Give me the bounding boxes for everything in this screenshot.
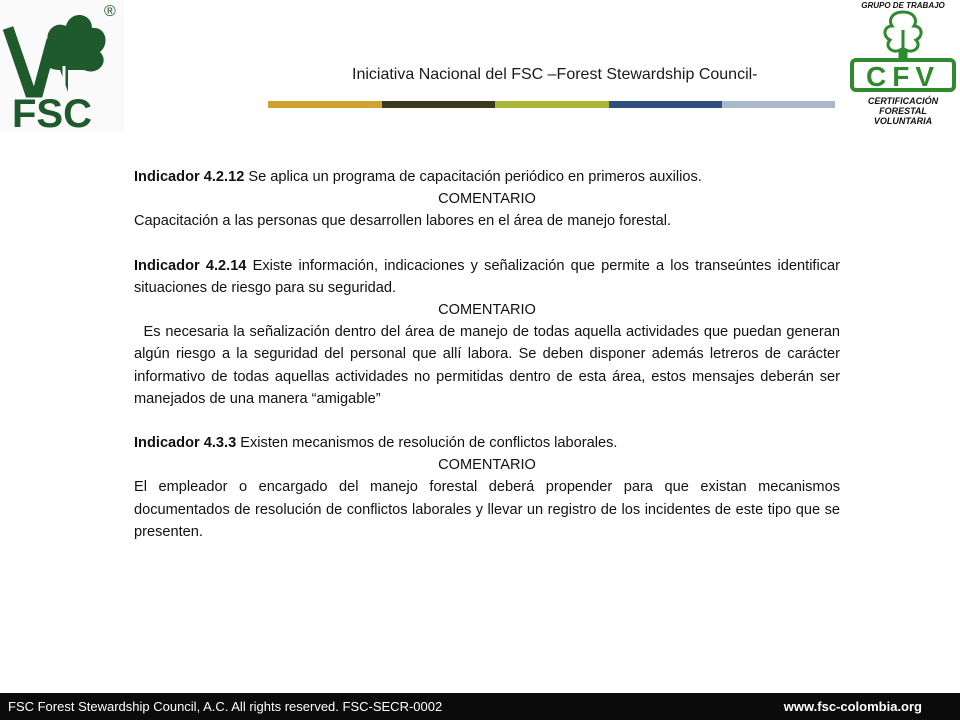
indicator-4-3-3 xyxy=(134,432,840,543)
cfv-logo xyxy=(846,0,960,130)
header-title: Iniciativa Nacional del FSC –Forest Stewardship Council- xyxy=(352,66,758,83)
footer-website-link[interactable]: www.fsc-colombia.org xyxy=(783,699,922,714)
color-bar-segment-2 xyxy=(382,101,495,108)
indicator-label: Indicador 4.3.3 xyxy=(134,435,237,452)
fsc-logo-text: FSC xyxy=(12,92,92,132)
indicator-text: Existen mecanismos de resolución de conflictos laborales. xyxy=(236,435,618,452)
slide-content xyxy=(134,166,840,565)
color-bar-segment-5 xyxy=(722,101,835,108)
color-bar-segment-3 xyxy=(495,101,609,108)
cfv-text-line-2: FORESTAL xyxy=(879,106,927,116)
cfv-top-text: GRUPO DE TRABAJO xyxy=(861,1,945,10)
indicator-statement xyxy=(134,255,840,299)
indicator-statement xyxy=(134,432,840,454)
header-color-bar xyxy=(268,101,835,108)
cfv-text-line-3: VOLUNTARIA xyxy=(873,116,933,126)
footer-copyright: FSC Forest Stewardship Council, A.C. All rights reserved. FSC-SECR-0002 xyxy=(8,699,443,714)
indicator-4-2-12 xyxy=(134,166,840,233)
color-bar-segment-1 xyxy=(268,101,382,108)
comment-text: Capacitación a las personas que desarrollen labores en el área de manejo forestal. xyxy=(134,213,672,230)
indicator-4-2-14 xyxy=(134,255,840,410)
indicator-label: Indicador 4.2.14 xyxy=(134,257,247,274)
comment-heading: COMENTARIO xyxy=(438,302,536,319)
indicator-statement xyxy=(134,166,840,188)
color-bar-segment-4 xyxy=(609,101,722,108)
comment-text: Es necesaria la señalización dentro del área de manejo de todas aquella actividades que puedan generan algún riesgo a la seguridad del personal que allí labora. Se deben disponer además letreros de carácter informativo de todas aquellas actividades no permitidas dentro de esta área, estos mensajes deberán ser manejados de una manera “amigable” xyxy=(134,324,840,407)
footer-bar xyxy=(0,693,960,720)
cfv-text-line-1: CERTIFICACIÓN xyxy=(867,96,939,106)
tree-icon xyxy=(885,12,921,62)
indicator-label: Indicador 4.2.12 xyxy=(134,169,245,185)
fsc-logo xyxy=(0,0,124,132)
cfv-letters: CFV xyxy=(866,61,940,92)
comment-heading: COMENTARIO xyxy=(438,191,536,208)
comment-heading: COMENTARIO xyxy=(438,457,536,474)
comment-text: El empleador o encargado del manejo forestal deberá propender para que existan mecanismos documentados de resolución de conflictos laborales y llevar un registro de los incidentes de este tipo que se presenten. xyxy=(134,479,840,540)
registered-mark: ® xyxy=(104,3,116,20)
indicator-text: Existe información, indicaciones y señalización que permite a los transeúntes identificar situaciones de riesgo para su seguridad. xyxy=(134,257,841,296)
indicator-text: Se aplica un programa de capacitación periódico en primeros auxilios. xyxy=(244,169,702,185)
